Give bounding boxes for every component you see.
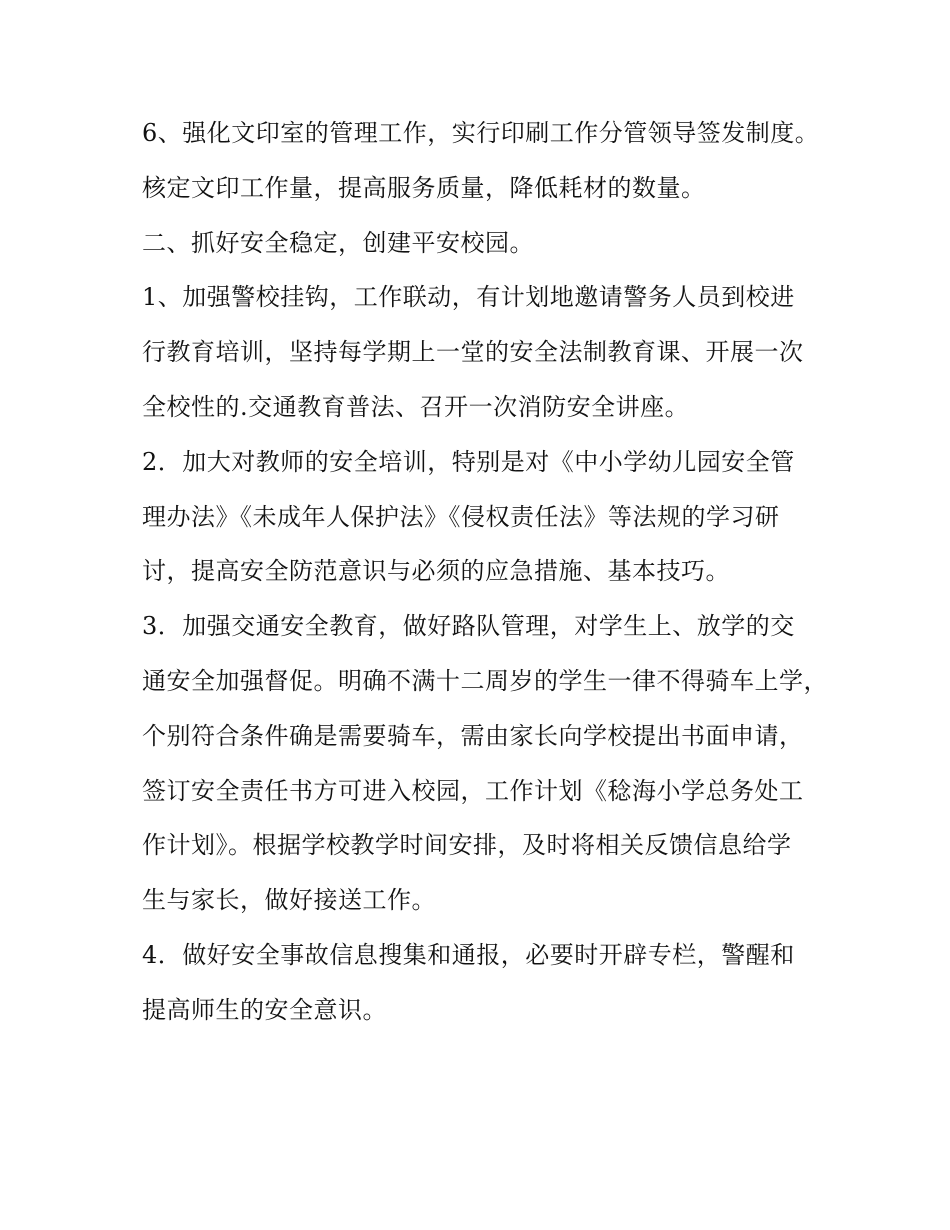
text-line: 理办法》《未成年人保护法》《侵权责任法》等法规的学习研 <box>142 502 780 531</box>
text-line: 行教育培训，坚持每学期上一堂的安全法制教育课、开展一次 <box>142 338 804 367</box>
text-line: 个别符合条件确是需要骑车，需由家长向学校提出书面申请， <box>142 721 804 750</box>
text-line: 4．做好安全事故信息搜集和通报，必要时开辟专栏，警醒和 <box>142 940 795 969</box>
text-line: 讨，提高安全防范意识与必须的应急措施、基本技巧。 <box>142 557 730 586</box>
text-line: 签订安全责任书方可进入校园，工作计划《稔海小学总务处工 <box>142 776 804 805</box>
text-line: 提高师生的安全意识。 <box>142 995 387 1024</box>
text-line: 1、加强警校挂钩，工作联动，有计划地邀请警务人员到校进 <box>142 283 795 312</box>
text-line: 3．加强交通安全教育，做好路队管理，对学生上、放学的交 <box>142 612 795 641</box>
text-line: 作计划》。根据学校教学时间安排，及时将相关反馈信息给学 <box>142 831 792 860</box>
text-line: 生与家长，做好接送工作。 <box>142 886 436 915</box>
text-line: 6、强化文印室的管理工作，实行印刷工作分管领导签发制度。 <box>142 119 820 147</box>
text-line: 通安全加强督促。明确不满十二周岁的学生一律不得骑车上学， <box>142 666 828 695</box>
text-line: 2．加大对教师的安全培训，特别是对《中小学幼儿园安全管 <box>142 447 795 476</box>
text-line: 全校性的.交通教育普法、召开一次消防安全讲座。 <box>142 392 690 421</box>
body-text <box>142 106 842 1038</box>
text-line: 核定文印工作量，提高服务质量，降低耗材的数量。 <box>142 173 706 202</box>
section-heading: 二、抓好安全稳定，创建平安校园。 <box>142 228 534 257</box>
